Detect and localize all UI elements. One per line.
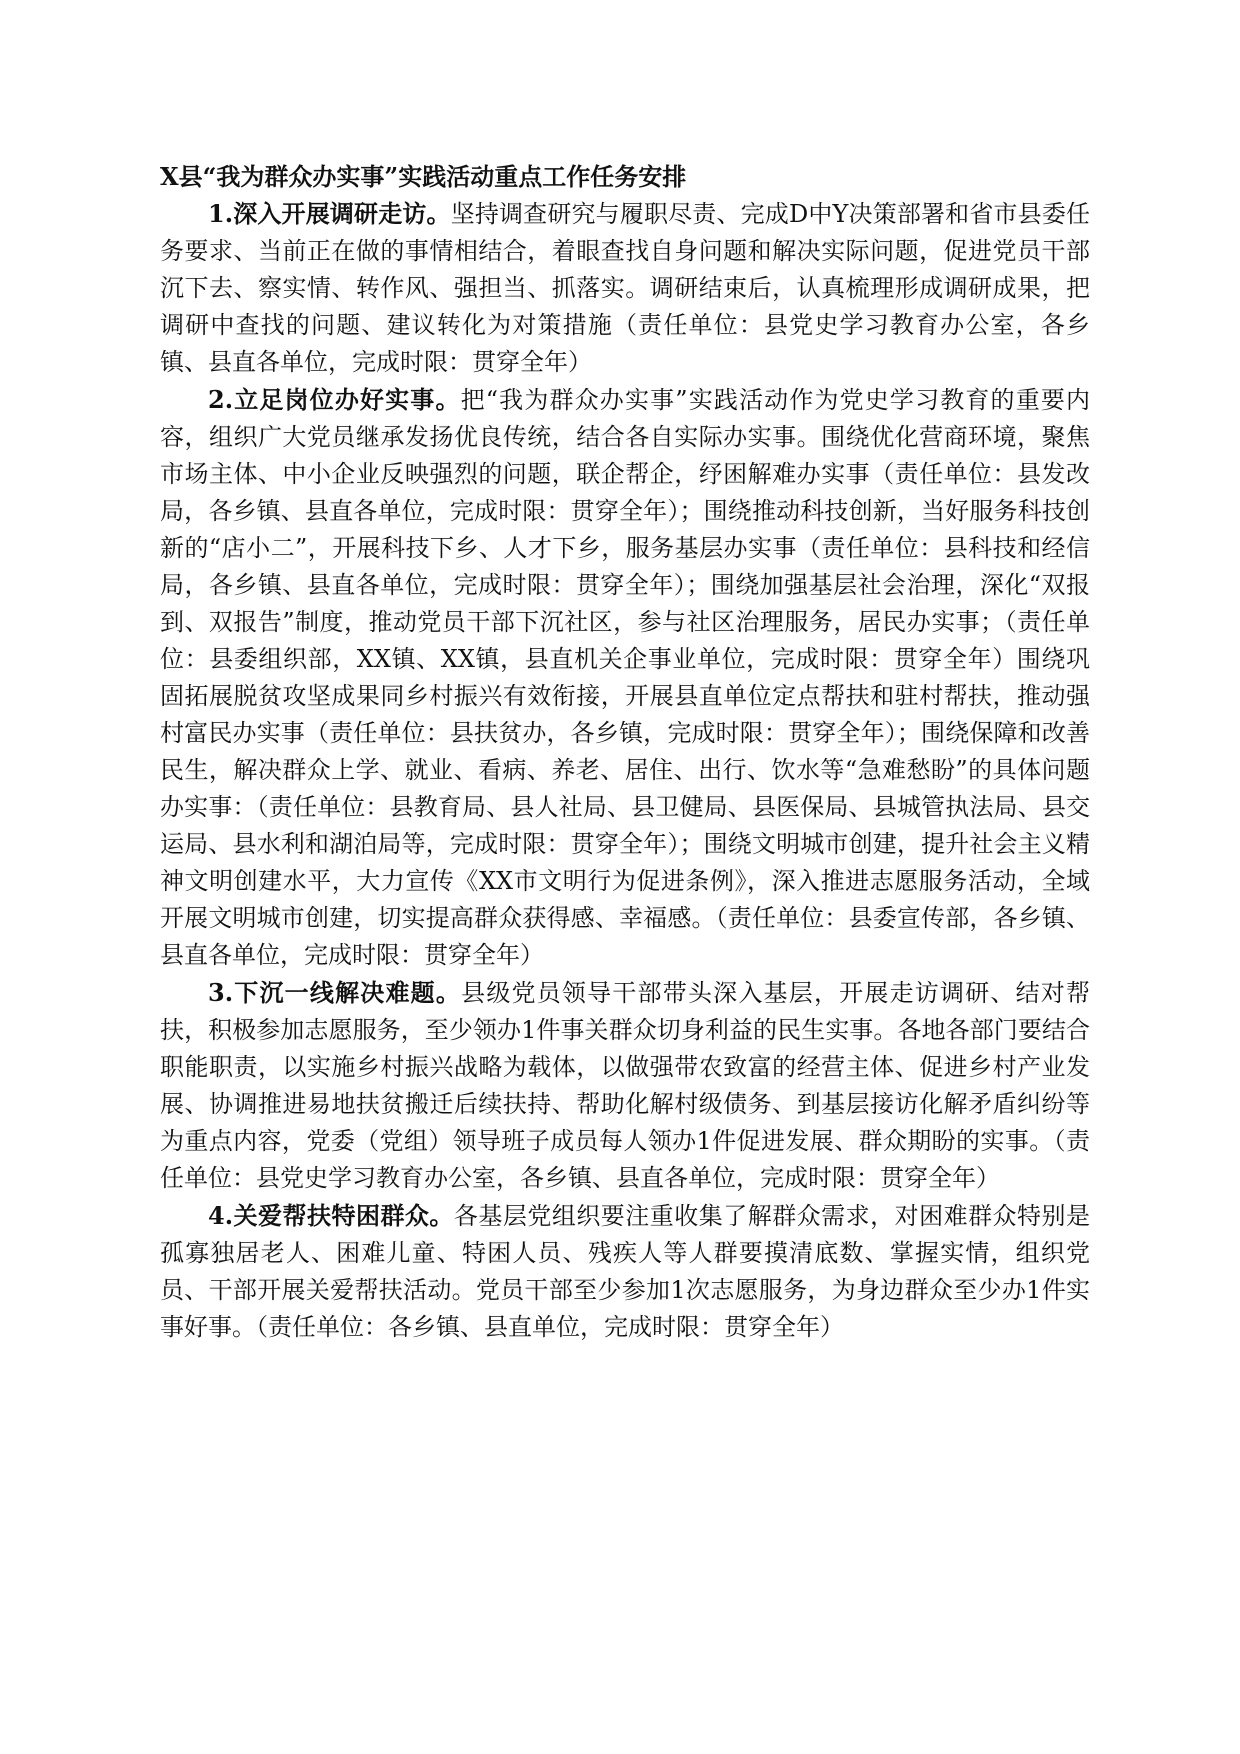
section-2-heading: 2.立足岗位办好实事。 bbox=[208, 385, 461, 414]
section-3 bbox=[160, 974, 1090, 1197]
document-page bbox=[160, 158, 1090, 1346]
section-2 bbox=[160, 381, 1090, 974]
section-2-body: 把“我为群众办实事”实践活动作为党史学习教育的重要内容，组织广大党员继承发扬优良传统，结合各自实际办实事。围绕优化营商环境，聚焦市场主体、中小企业反映强烈的问题，联企帮企，纾困解难办实事（责任单位：县发改局，各乡镇、县直各单位，完成时限：贯穿全年）；围绕推动科技创新，当好服务科技创新的“店小二”，开展科技下乡、人才下乡，服务基层办实事（责任单位：县科技和经信局，各乡镇、县直各单位，完成时限：贯穿全年）；围绕加强基层社会治理，深化“双报到、双报告”制度，推动党员干部下沉社区，参与社区治理服务，居民办实事；（责任单位：县委组织部，XX镇、XX镇，县直机关企事业单位，完成时限：贯穿全年）围绕巩固拓展脱贫攻坚成果同乡村振兴有效衔接，开展县直单位定点帮扶和驻村帮扶，推动强村富民办实事（责任单位：县扶贫办，各乡镇，完成时限：贯穿全年）；围绕保障和改善民生，解决群众上学、就业、看病、养老、居住、出行、饮水等“急难愁盼”的具体问题办实事：（责任单位：县教育局、县人社局、县卫健局、县医保局、县城管执法局、县交运局、县水利和湖泊局等，完成时限：贯穿全年）；围绕文明城市创建，提升社会主义精神文明创建水平，大力宣传《XX市文明行为促进条例》，深入推进志愿服务活动，全域开展文明城市创建，切实提高群众获得感、幸福感。（责任单位：县委宣传部，各乡镇、县直各单位，完成时限：贯穿全年） bbox=[160, 386, 1090, 969]
section-1-heading: 1.深入开展调研走访。 bbox=[208, 199, 451, 228]
section-3-body: 县级党员领导干部带头深入基层，开展走访调研、结对帮扶，积极参加志愿服务，至少领办1件事关群众切身利益的民生实事。各地各部门要结合职能职责，以实施乡村振兴战略为载体，以做强带农致富的经营主体、促进乡村产业发展、协调推进易地扶贫搬迁后续扶持、帮助化解村级债务、到基层接访化解矛盾纠纷等为重点内容，党委（党组）领导班子成员每人领办1件促进发展、群众期盼的实事。（责任单位：县党史学习教育办公室，各乡镇、县直各单位，完成时限：贯穿全年） bbox=[160, 979, 1091, 1192]
section-4-body: 各基层党组织要注重收集了解群众需求，对困难群众特别是孤寡独居老人、困难儿童、特困人员、残疾人等人群要摸清底数、掌握实情，组织党员、干部开展关爱帮扶活动。党员干部至少参加1次志愿服务，为身边群众至少办1件实事好事。（责任单位：各乡镇、县直单位，完成时限：贯穿全年） bbox=[160, 1202, 1091, 1341]
section-4 bbox=[160, 1197, 1090, 1346]
document-title: X县“我为群众办实事”实践活动重点工作任务安排 bbox=[160, 162, 687, 191]
section-1 bbox=[160, 195, 1090, 381]
section-3-heading: 3.下沉一线解决难题。 bbox=[208, 978, 462, 1007]
section-4-heading: 4.关爱帮扶特困群众。 bbox=[208, 1201, 454, 1230]
section-1-body: 坚持调查研究与履职尽责、完成D中Y决策部署和省市县委任务要求、当前正在做的事情相结合，着眼查找自身问题和解决实际问题，促进党员干部沉下去、察实情、转作风、强担当、抓落实。调研结束后，认真梳理形成调研成果，把调研中查找的问题、建议转化为对策措施（责任单位：县党史学习教育办公室，各乡镇、县直各单位，完成时限：贯穿全年） bbox=[160, 200, 1090, 376]
